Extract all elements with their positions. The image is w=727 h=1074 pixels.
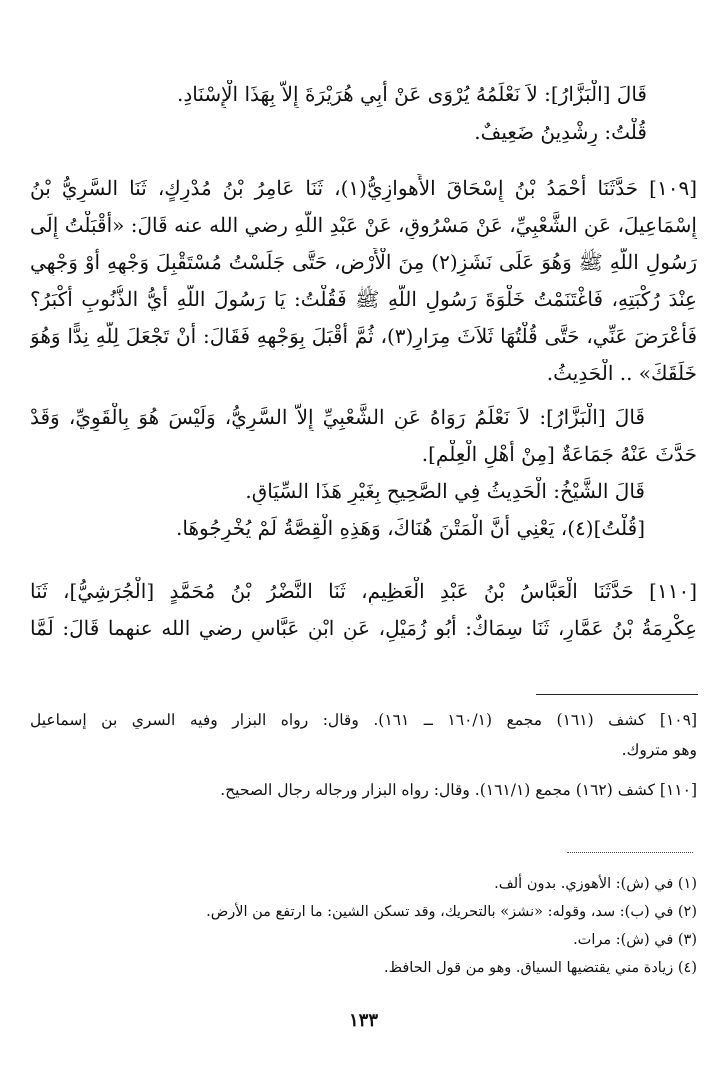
body-line: [قُلْتُ](٤)، يَعْنِي أَنَّ الْمَتْنَ هُنَاكَ، وَهَذِهِ الْقِصَّةُ لَمْ يُخْرِجُوهَا. xyxy=(176,516,645,540)
reference-line: [١١٠] كشف (١٦٢) مجمع (١٦١/١). وقال: رواه البزار ورجاله رجال الصحيح. xyxy=(220,781,697,799)
hadith-110-line: [١١٠] حَدَّثَنَا الْعَبَّاسُ بْنُ عَبْدِ الْعَظِيمِ، ثَنَا النَّضْرُ بْنُ مُحَمَّدٍ [الْجُرَشِيُّ]، ثَنَا xyxy=(30,579,697,603)
reference-line: [١٠٩] كشف (١٦١) مجمع (١٦٠/١ ــ ١٦١). وقال: رواه البزار وفيه السري بن إسماعيل xyxy=(30,711,697,729)
body-line: قَالَ الشَّيْخُ: الْحَدِيثُ فِي الصَّحِيحِ بِغَيْرِ هَذَا السِّيَاقِ. xyxy=(245,479,645,503)
footnote: (٤) زيادة مني يقتضيها السياق. وهو من قول الحافظ. xyxy=(384,960,697,976)
footnote: (٢) في (ب): سد، وقوله: «نشز» بالتحريك، وقد تسكن الشين: ما ارتفع من الأرض. xyxy=(206,904,697,920)
footnotes-separator xyxy=(567,852,693,853)
references-separator xyxy=(536,694,698,695)
hadith-110-line: عِكْرِمَةُ بْنُ عَمَّارٍ، ثَنَا سِمَاكٌ: أَبُو زُمَيْلٍ، عَنِ ابْنِ عَبَّاسٍ رضي الله عنهما قَالَ: لَمَّا xyxy=(30,616,697,640)
body-line: قَالَ [الْبَزَّارُ]: لاَ نَعْلَمُهُ يُرْوَى عَنْ أَبِي هُرَيْرَةَ إِلاَّ بِهَذَا الْإِسْنَادِ. xyxy=(176,82,647,106)
footnote: (٣) في (ش): مرات. xyxy=(573,932,697,948)
reference-line: وهو متروك. xyxy=(621,741,697,759)
page-number: ١٣٣ xyxy=(348,1010,378,1031)
hadith-109-line: [١٠٩] حَدَّثَنَا أَحْمَدُ بْنُ إِسْحَاقَ الأَهوازِيُّ(١)، ثَنَا عَامِرُ بْنُ مُدْرِكٍ، ثَنَا السَّرِيُّ بْنُ xyxy=(30,176,697,200)
hadith-109-line: فَأَعْرَضَ عَنِّي، حَتَّى قُلْتُهَا ثَلاَثَ مِرَارٍ(٣)، ثُمَّ أَقْبَلَ بِوَجْهِهِ فَقَالَ: أَنْ تَجْعَلَ لِلَّهِ نِدًّا وَهُوَ xyxy=(30,324,697,348)
body-line: حَدَّثَ عَنْهُ جَمَاعَةٌ [مِنْ أَهْلِ الْعِلْمِ]. xyxy=(421,442,697,466)
body-line: قَالَ [الْبَزَّارُ]: لاَ نَعْلَمُ رَوَاهُ عَنِ الشَّعْبِيِّ إِلاَّ السَّرِيُّ، وَلَيْسَ هُوَ بِالْقَوِيِّ، وَقَدْ xyxy=(30,405,645,429)
hadith-109-line: خَلَقَكَ» .. الْحَدِيثُ. xyxy=(546,361,697,385)
hadith-109-line: عِنْدَ رُكْبَتِهِ، فَاغْتَنَمْتُ خَلْوَةَ رَسُولِ اللَّهِ ﷺ فَقُلْتُ: يَا رَسُولَ اللَّهِ أَيُّ الذُّنُوبِ أَكْبَرُ؟ xyxy=(30,287,697,311)
footnote: (١) في (ش): الأهوزي. بدون ألف. xyxy=(494,876,697,892)
hadith-109-line: إِسْمَاعِيلَ، عَنِ الشَّعْبِيِّ، عَنْ مَسْرُوقٍ، عَنْ عَبْدِ اللَّهِ رضي الله عنه قَالَ: «أَقْبَلْتُ إِلَى xyxy=(30,213,697,237)
body-line: قُلْتُ: رِشْدِينُ ضَعِيفٌ. xyxy=(474,120,647,144)
hadith-109-line: رَسُولِ اللَّهِ ﷺ وَهُوَ عَلَى نَشَزٍ(٢) مِنَ الْأَرْضِ، حَتَّى جَلَسْتُ مُسْتَقْبِلَ وَجْهِهِ أَوْ وَجْهِي xyxy=(30,250,697,274)
